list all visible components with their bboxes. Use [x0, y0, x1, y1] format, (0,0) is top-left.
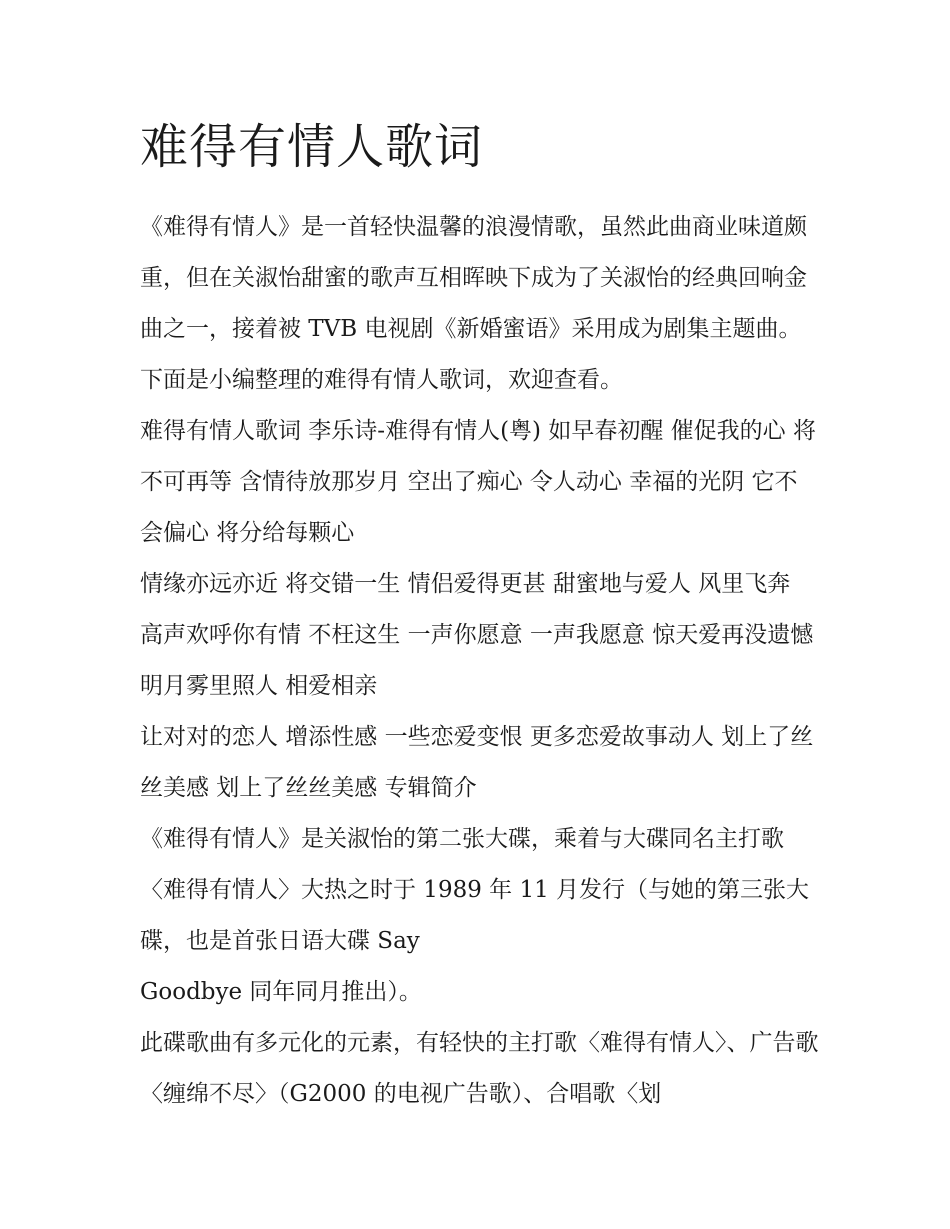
album-paragraph-3: 此碟歌曲有多元化的元素，有轻快的主打歌〈难得有情人〉、广告歌〈缠绵不尽〉（G2000 的电视广告歌）、合唱歌〈划: [140, 1030, 819, 1107]
lyrics-paragraph-1: 难得有情人歌词 李乐诗-难得有情人(粤) 如早春初醒 催促我的心 将不可再等 含情待放那岁月 空出了痴心 令人动心 幸福的光阴 它不会偏心 将分给每颗心: [140, 418, 816, 546]
document-title: 难得有情人歌词: [140, 119, 484, 175]
album-paragraph-2: Goodbye 同年同月推出）。: [140, 979, 422, 1005]
document-page: [140, 112, 820, 1120]
intro-paragraph: 《难得有情人》是一首轻快温馨的浪漫情歌，虽然此曲商业味道颇重，但在关淑怡甜蜜的歌声互相晖映下成为了关淑怡的经典回响金曲之一，接着被 TVB 电视剧《新婚蜜语》采用成为剧集主题曲。下面是小编整理的难得有情人歌词，欢迎查看。: [140, 214, 807, 393]
album-paragraph-1: 《难得有情人》是关淑怡的第二张大碟，乘着与大碟同名主打歌〈难得有情人〉大热之时于 1989 年 11 月发行（与她的第三张大碟，也是首张日语大碟 Say: [140, 826, 810, 954]
lyrics-paragraph-2: 情缘亦远亦近 将交错一生 情侣爱得更甚 甜蜜地与爱人 风里飞奔 高声欢呼你有情 不枉这生 一声你愿意 一声我愿意 惊天爱再没遗憾 明月雾里照人 相爱相亲: [140, 571, 814, 699]
lyrics-paragraph-3: 让对对的恋人 增添性感 一些恋爱变恨 更多恋爱故事动人 划上了丝丝美感 划上了丝丝美感 专辑简介: [140, 724, 814, 801]
